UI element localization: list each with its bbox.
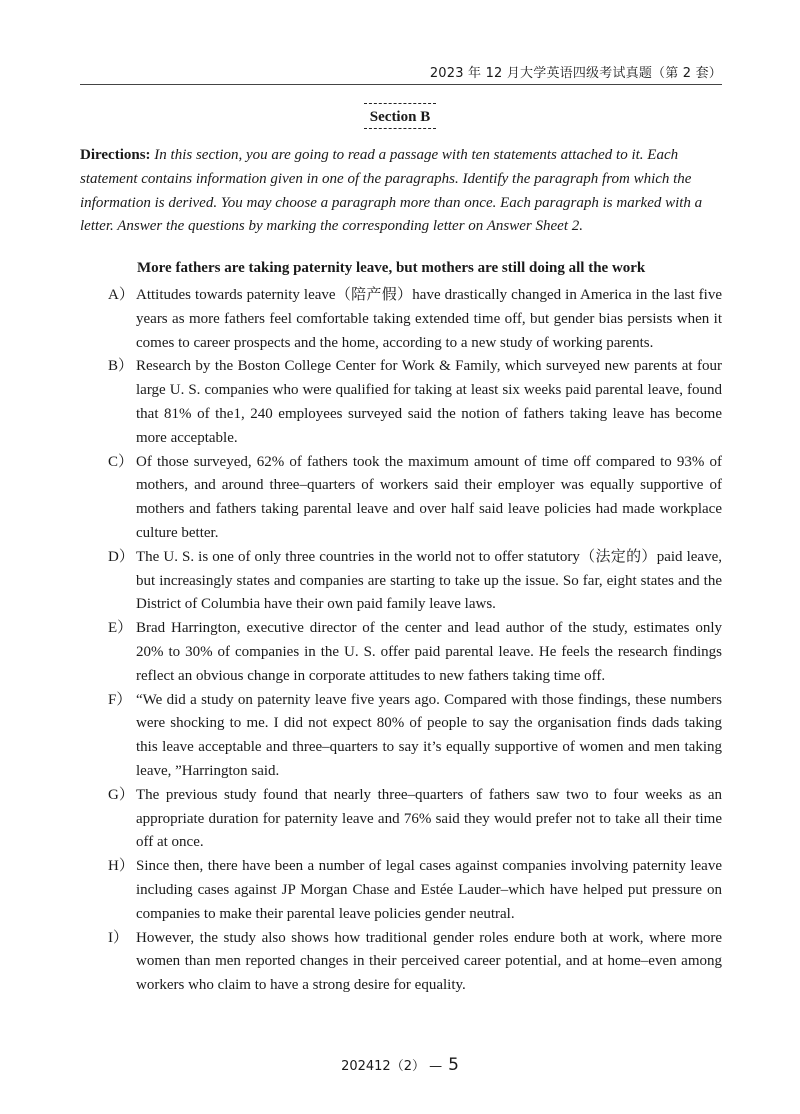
paragraph-letter: H） bbox=[108, 858, 134, 875]
paragraph-letter: B） bbox=[108, 358, 134, 375]
paragraph-text: The previous study found that nearly three–quarters of fathers saw two to four weeks as an appropriate duration for paternity leave and 76% said they would prefer not to take all their time off at once. bbox=[136, 786, 722, 851]
paragraph-letter: E） bbox=[108, 620, 133, 637]
directions-text: In this section, you are going to read a passage with ten statements attached to it. Each statement contains information given in one of the paragraphs. Identify the paragraph from which the information is derived. You may choose a paragraph more than once. Each paragraph is marked with a letter. Answer the questions by marking the corresponding letter on Answer Sheet 2. bbox=[80, 147, 703, 235]
paragraph-text: The U. S. is one of only three countries in the world not to offer statutory（法定的）paid leave, but increasingly states and companies are starting to take up the issue. So far, eight states and the District of Columbia have their own paid family leave laws. bbox=[136, 548, 722, 613]
section-title: Section B bbox=[364, 103, 436, 129]
paragraph-text: Brad Harrington, executive director of the center and lead author of the study, estimates only 20% to 30% of companies in the U. S. offer paid parental leave. He feels the research findings reflect an obvious change in corporate attitudes to new fathers taking time off. bbox=[136, 620, 722, 684]
paragraph-e bbox=[108, 617, 722, 688]
page-number: 5 bbox=[448, 1055, 459, 1075]
paragraph-c bbox=[108, 451, 722, 546]
paragraph-letter: C） bbox=[108, 453, 134, 470]
page-header: 2023 年 12 月大学英语四级考试真题（第 2 套） bbox=[429, 66, 722, 81]
paragraph-letter: D） bbox=[108, 548, 134, 565]
paragraph-h bbox=[108, 855, 722, 926]
paragraph-letter: I） bbox=[108, 929, 128, 946]
paragraph-text: However, the study also shows how traditional gender roles endure both at work, where more women than men reported changes in their perceived career potential, and at home–even among workers who claim to have a strong desire for equality. bbox=[136, 929, 722, 994]
footer-dash: — bbox=[429, 1059, 443, 1074]
paragraph-letter: G） bbox=[108, 786, 134, 803]
directions bbox=[80, 144, 722, 239]
directions-label: Directions: bbox=[80, 147, 151, 163]
paragraph-letter: F） bbox=[108, 691, 132, 708]
section-heading-wrap bbox=[0, 103, 800, 129]
paragraph-text: Research by the Boston College Center for Work & Family, which surveyed new parents at four large U. S. companies who were qualified for taking at least six weeks paid parental leave, found that 81% of the1, 240 employees surveyed said the notion of fathers taking leave has become more acceptable. bbox=[136, 358, 722, 446]
paragraph-a bbox=[108, 284, 722, 355]
footer-code: 202412（2） bbox=[341, 1059, 425, 1074]
page-footer bbox=[0, 1055, 800, 1075]
paragraph-d bbox=[108, 546, 722, 617]
passage-paragraphs bbox=[108, 284, 722, 998]
header-rule bbox=[80, 84, 722, 85]
paragraph-text: Attitudes towards paternity leave（陪产假）have drastically changed in America in the last five years as more fathers feel comfortable taking extended time off, but gender bias persists when it comes to career prospects and the home, according to a new study of working parents. bbox=[136, 287, 722, 351]
paragraph-g bbox=[108, 784, 722, 855]
passage-title: More fathers are taking paternity leave, but mothers are still doing all the work bbox=[137, 260, 646, 276]
paragraph-f bbox=[108, 689, 722, 784]
paragraph-letter: A） bbox=[108, 287, 134, 303]
paragraph-b bbox=[108, 355, 722, 450]
paragraph-text: Since then, there have been a number of legal cases against companies involving paternity leave including cases against JP Morgan Chase and Estée Lauder–which have helped put pressure on companies to make their parental leave policies gender neutral. bbox=[136, 858, 722, 922]
paragraph-text: Of those surveyed, 62% of fathers took the maximum amount of time off compared to 93% of mothers, and around three–quarters of workers said their employer was equally supportive of mothers and fathers taking parental leave and over half said leave policies had made workplace culture better. bbox=[136, 453, 722, 541]
paragraph-text: “We did a study on paternity leave five years ago. Compared with those findings, these numbers were shocking to me. I did not expect 80% of people to say the organisation finds dads taking this leave acceptable and three–quarters to say it’s equally supportive of women and men taking leave, ”Harrington said. bbox=[136, 691, 722, 779]
paragraph-i bbox=[108, 927, 722, 998]
